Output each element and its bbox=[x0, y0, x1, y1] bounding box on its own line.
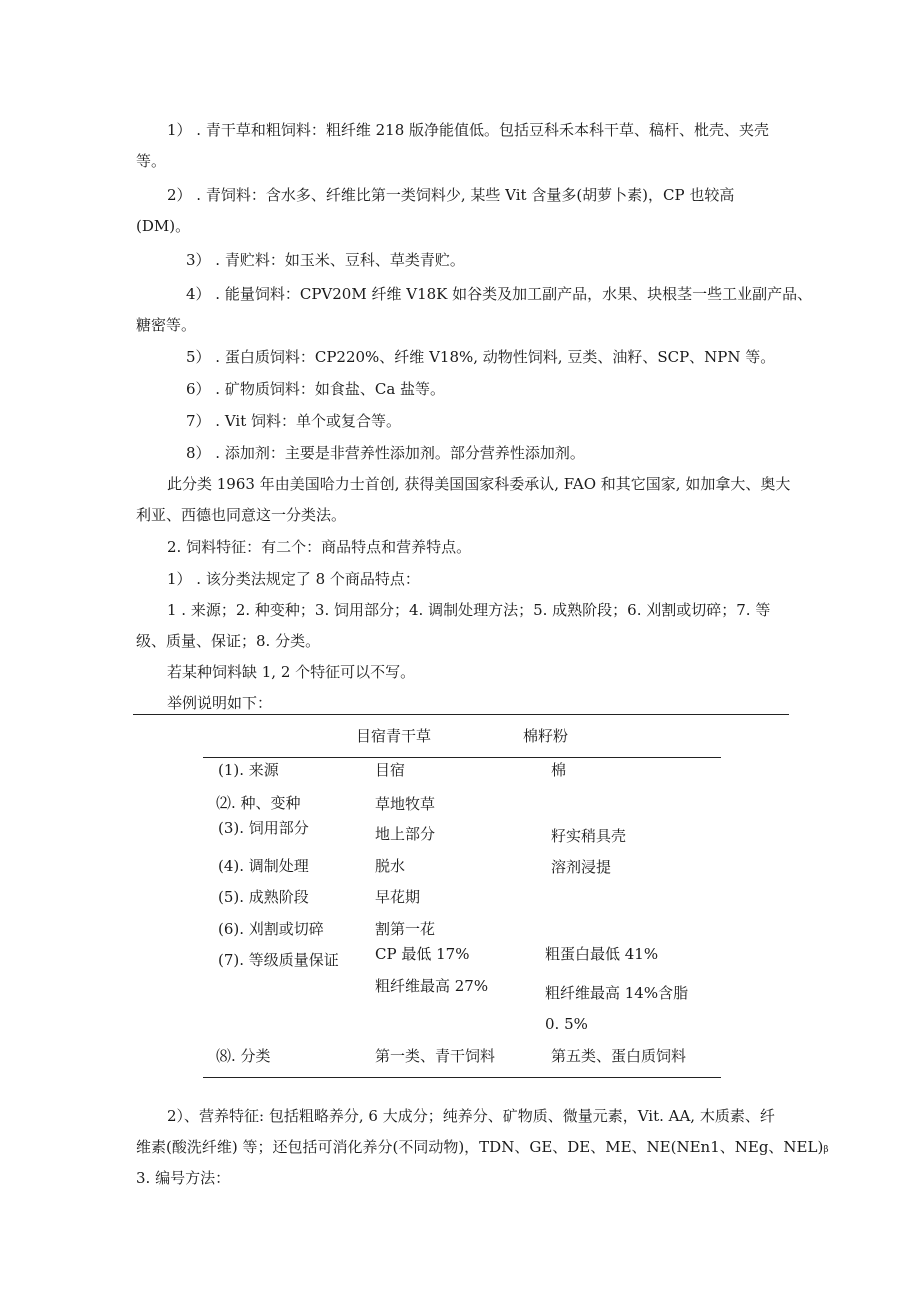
subscript: β bbox=[823, 1145, 829, 1155]
table-row-label: (3). 饲用部分 bbox=[218, 819, 309, 837]
text-line: 等。 bbox=[136, 152, 167, 170]
table-cell-hay: 割第一花 bbox=[375, 920, 436, 938]
table-row-label: (7). 等级质量保证 bbox=[218, 951, 339, 969]
text-line: 1） . 青干草和粗饲料：粗纤维 218 版净能值低。包括豆科禾本科干草、稿杆、枇壳、夹壳 bbox=[167, 121, 770, 139]
table-cell-cottonseed: 籽实稍具壳 bbox=[551, 827, 627, 845]
table-row-label: (5). 成熟阶段 bbox=[218, 888, 309, 906]
table-cell-cottonseed: 粗纤维最高 14%含脂 bbox=[545, 984, 689, 1002]
table-row-label: (6). 刈割或切碎 bbox=[218, 920, 324, 938]
table-header-cottonseed-meal: 棉籽粉 bbox=[523, 727, 569, 745]
table-cell-hay: 地上部分 bbox=[375, 825, 436, 843]
table-cell-hay: 目宿 bbox=[375, 761, 406, 779]
text-line: 举例说明如下： bbox=[167, 694, 273, 712]
table-top-rule bbox=[133, 714, 789, 715]
table-cell-hay: CP 最低 17% bbox=[375, 945, 470, 963]
text-line: 2）、营养特征: 包括粗略养分, 6 大成分；纯养分、矿物质、微量元素，Vit. AA, 木质素、纤 bbox=[167, 1107, 775, 1125]
table-cell-cottonseed: 第五类、蛋白质饲料 bbox=[551, 1047, 687, 1065]
table-row-label: (1). 来源 bbox=[218, 761, 279, 779]
table-cell-hay: 粗纤维最高 27% bbox=[375, 977, 489, 995]
table-row-label: ⑵. 种、变种 bbox=[216, 794, 301, 812]
table-cell-cottonseed: 0. 5% bbox=[545, 1015, 588, 1033]
table-cell-cottonseed: 溶剂浸提 bbox=[551, 858, 612, 876]
text-line: 6） . 矿物质饲料：如食盐、Ca 盐等。 bbox=[186, 380, 446, 398]
text-line: 2） . 青饲料：含水多、纤维比第一类饲料少, 某些 Vit 含量多(胡萝卜素)，CP 也较高 bbox=[167, 186, 735, 204]
text-line: 7） . Vit 饲料：单个或复合等。 bbox=[186, 412, 402, 430]
text-line: 3. 编号方法： bbox=[136, 1169, 231, 1187]
table-cell-hay: 第一类、青干饲料 bbox=[375, 1047, 496, 1065]
table-cell-hay: 脱水 bbox=[375, 857, 406, 875]
text-line: 4） . 能量饲料：CPV20M 纤维 V18K 如谷类及加工副产品，水果、块根茎一些工业副产品、 bbox=[186, 285, 813, 303]
table-header-hay: 目宿青干草 bbox=[356, 727, 432, 745]
table-cell-hay: 草地牧草 bbox=[375, 795, 436, 813]
text-line: 此分类 1963 年由美国哈力士首创, 获得美国国家科委承认, FAO 和其它国家, 如加拿大、奥大 bbox=[167, 475, 791, 493]
text-line bbox=[136, 1137, 829, 1160]
text-line: 3） . 青贮料：如玉米、豆科、草类青贮。 bbox=[186, 251, 465, 269]
text-line: 利亚、西德也同意这一分类法。 bbox=[136, 506, 347, 524]
table-row-label: (4). 调制处理 bbox=[218, 857, 309, 875]
text-line: 若某种饲料缺 1, 2 个特征可以不写。 bbox=[167, 663, 416, 681]
text-line: 2. 饲料特征：有二个：商品特点和营养特点。 bbox=[167, 538, 472, 556]
table-header-rule bbox=[203, 757, 721, 758]
table-cell-cottonseed: 棉 bbox=[551, 761, 567, 779]
text-line: 级、质量、保证；8. 分类。 bbox=[136, 632, 321, 650]
table-cell-hay: 早花期 bbox=[375, 888, 421, 906]
text-line-main: 维素(酸洗纤维) 等；还包括可消化养分(不同动物)，TDN、GE、DE、ME、NE(NEn1、NEg、NEL) bbox=[136, 1138, 824, 1156]
table-cell-cottonseed: 粗蛋白最低 41% bbox=[545, 945, 659, 963]
table-row-label: ⑻. 分类 bbox=[216, 1047, 271, 1065]
table-bottom-rule bbox=[203, 1077, 721, 1078]
text-line: 1） . 该分类法规定了 8 个商品特点： bbox=[167, 570, 420, 588]
text-line: 糖密等。 bbox=[136, 316, 197, 334]
text-line: 1 . 来源；2. 种变种；3. 饲用部分；4. 调制处理方法；5. 成熟阶段；6. 刈割或切碎；7. 等 bbox=[167, 601, 771, 619]
text-line: 8） . 添加剂：主要是非营养性添加剂。部分营养性添加剂。 bbox=[186, 444, 585, 462]
text-line: (DM)。 bbox=[136, 217, 191, 235]
text-line: 5） . 蛋白质饲料：CP220%、纤维 V18%, 动物性饲料, 豆类、油籽、SCP、NPN 等。 bbox=[186, 348, 776, 366]
